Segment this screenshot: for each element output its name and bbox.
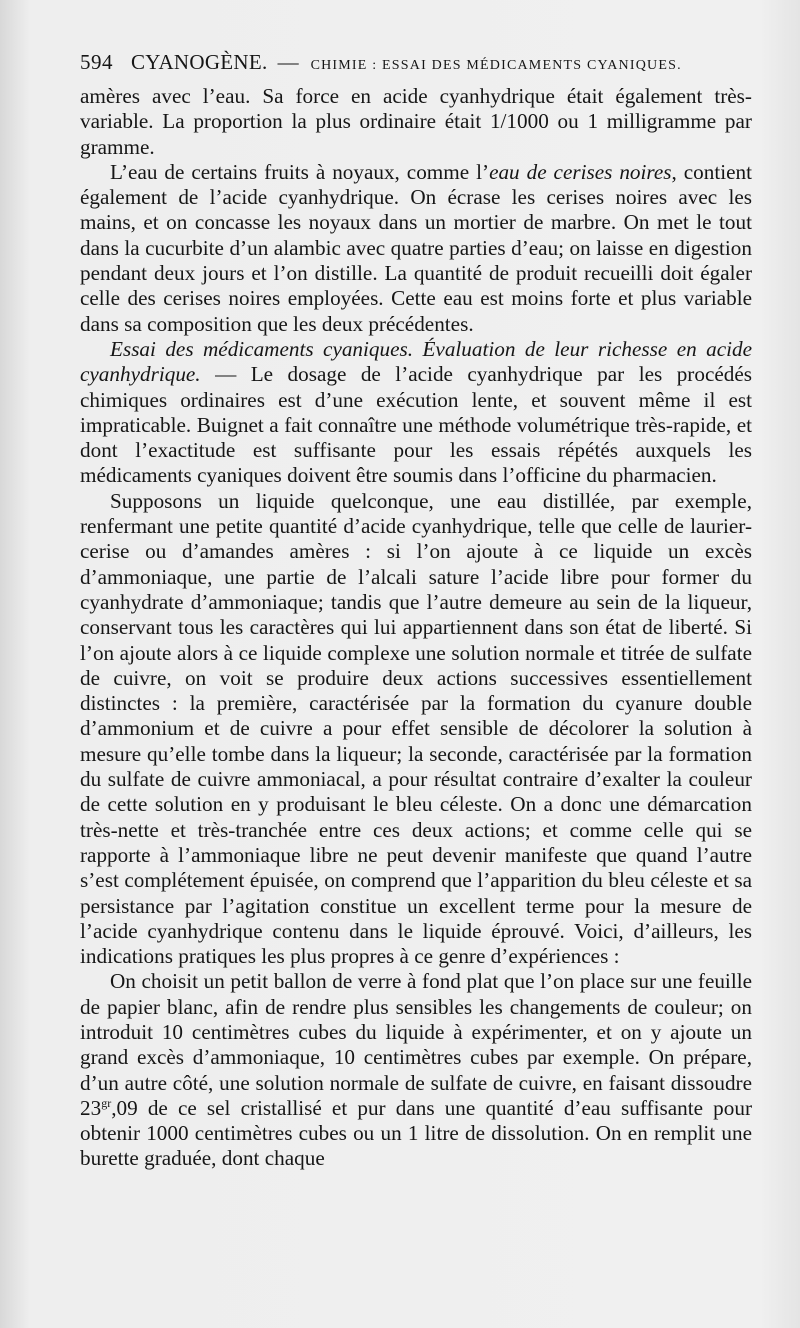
paragraph-2-italic: eau de cerises noires — [489, 159, 672, 184]
paragraph-5-rest: ,09 de ce sel cristallisé et pur dans une quantité d’eau suffisante pour obtenir 1000 centimètres cubes ou un 1 litre de dissolution. On en remplit une burette graduée, dont chaque — [80, 1095, 752, 1171]
paragraph-5 — [80, 969, 752, 1171]
paragraph-1: amères avec l’eau. Sa force en acide cyanhydrique était également très-variable. La proportion la plus ordinaire était 1/1000 ou 1 milligramme par gramme. — [80, 84, 752, 159]
paragraph-4: Supposons un liquide quelconque, une eau distillée, par exemple, renfermant une petite quantité d’acide cyanhydrique, telle que celle de laurier-cerise ou d’amandes amères : si l’on ajoute à ce liquide un excès d’ammoniaque, une partie de l’alcali sature l’acide libre pour former du cyanhydrate d’ammoniaque; tandis que l’autre demeure au sein de la liqueur, conservant tous les caractères qui lui appartiennent dans son état de liberté. Si l’on ajoute alors à ce liquide complexe une solution normale et titrée de sulfate de cuivre, on voit se produire deux actions successives essentiellement distinctes : la première, caractérisée par la formation du cyanure double d’ammonium et de cuivre a pour effet sensible de décolorer la solution à mesure qu’elle tombe dans la liqueur; la seconde, caractérisée par la formation du sulfate de cuivre ammoniacal, a pour résultat contraire d’exalter la couleur de cette solution en y produisant le bleu céleste. On a donc une démarcation très-nette et très-tranchée entre ces deux actions; et comme celle qui se rapporte à l’ammoniaque libre ne peut devenir manifeste que quand l’autre s’est complétement épuisée, on comprend que l’apparition du bleu céleste et sa persistance par l’agitation constitue un excellent terme pour la mesure de l’acide cyanhydrique contenu dans le liquide éprouvé. Voici, d’ailleurs, les indications pratiques les plus propres à ce genre d’expériences : — [80, 488, 752, 969]
paragraph-2-start: L’eau de certains fruits à noyaux, comme l’ — [110, 159, 490, 184]
paragraph-2 — [80, 160, 752, 337]
section-heading-italic: Essai des médicaments cyaniques. Évaluation de leur richesse en acide cyanhydrique. — [80, 336, 752, 387]
paragraph-3 — [80, 337, 752, 489]
page-number: 594 — [80, 50, 113, 74]
body-text — [80, 84, 752, 1172]
running-title: CYANOGÈNE. — [131, 50, 268, 74]
header-dash: — — [277, 50, 299, 74]
gram-superscript: gr — [101, 1095, 112, 1110]
paragraph-2-rest: , contient également de l’acide cyanhydrique. On écrase les cerises noires avec les mains, et on concasse les noyaux dans un mortier de marbre. On met le tout dans la cucurbite d’un alambic avec quatre parties d’eau; on laisse en digestion pendant deux jours et l’on distille. La quantité de produit recueilli doit égaler celle des cerises noires employées. Cette eau est moins forte et plus variable dans sa composition que les deux précédentes. — [80, 159, 753, 336]
paragraph-5-start: On choisit un petit ballon de verre à fond plat que l’on place sur une feuille de papier blanc, afin de rendre plus sensibles les changements de couleur; on introduit 10 centimètres cubes du liquide à expérimenter, et on y ajoute un grand excès d’ammoniaque, 10 centimètres cubes par exemple. On prépare, d’un autre côté, une solution normale de sulfate de cuivre, en faisant dissoudre 23 — [80, 969, 752, 1120]
paragraph-3-rest: — Le dosage de l’acide cyanhydrique par les procédés chimiques ordinaires est d’une exécution lente, et souvent même il est impraticable. Buignet a fait connaître une méthode volumétrique très-rapide, et dont l’exactitude est suffisante pour les essais répétés auxquels les médicaments cyaniques doivent être soumis dans l’officine du pharmacien. — [80, 362, 752, 488]
running-header — [80, 50, 760, 76]
section-title: CHIMIE : ESSAI DES MÉDICAMENTS CYANIQUES. — [310, 58, 682, 73]
